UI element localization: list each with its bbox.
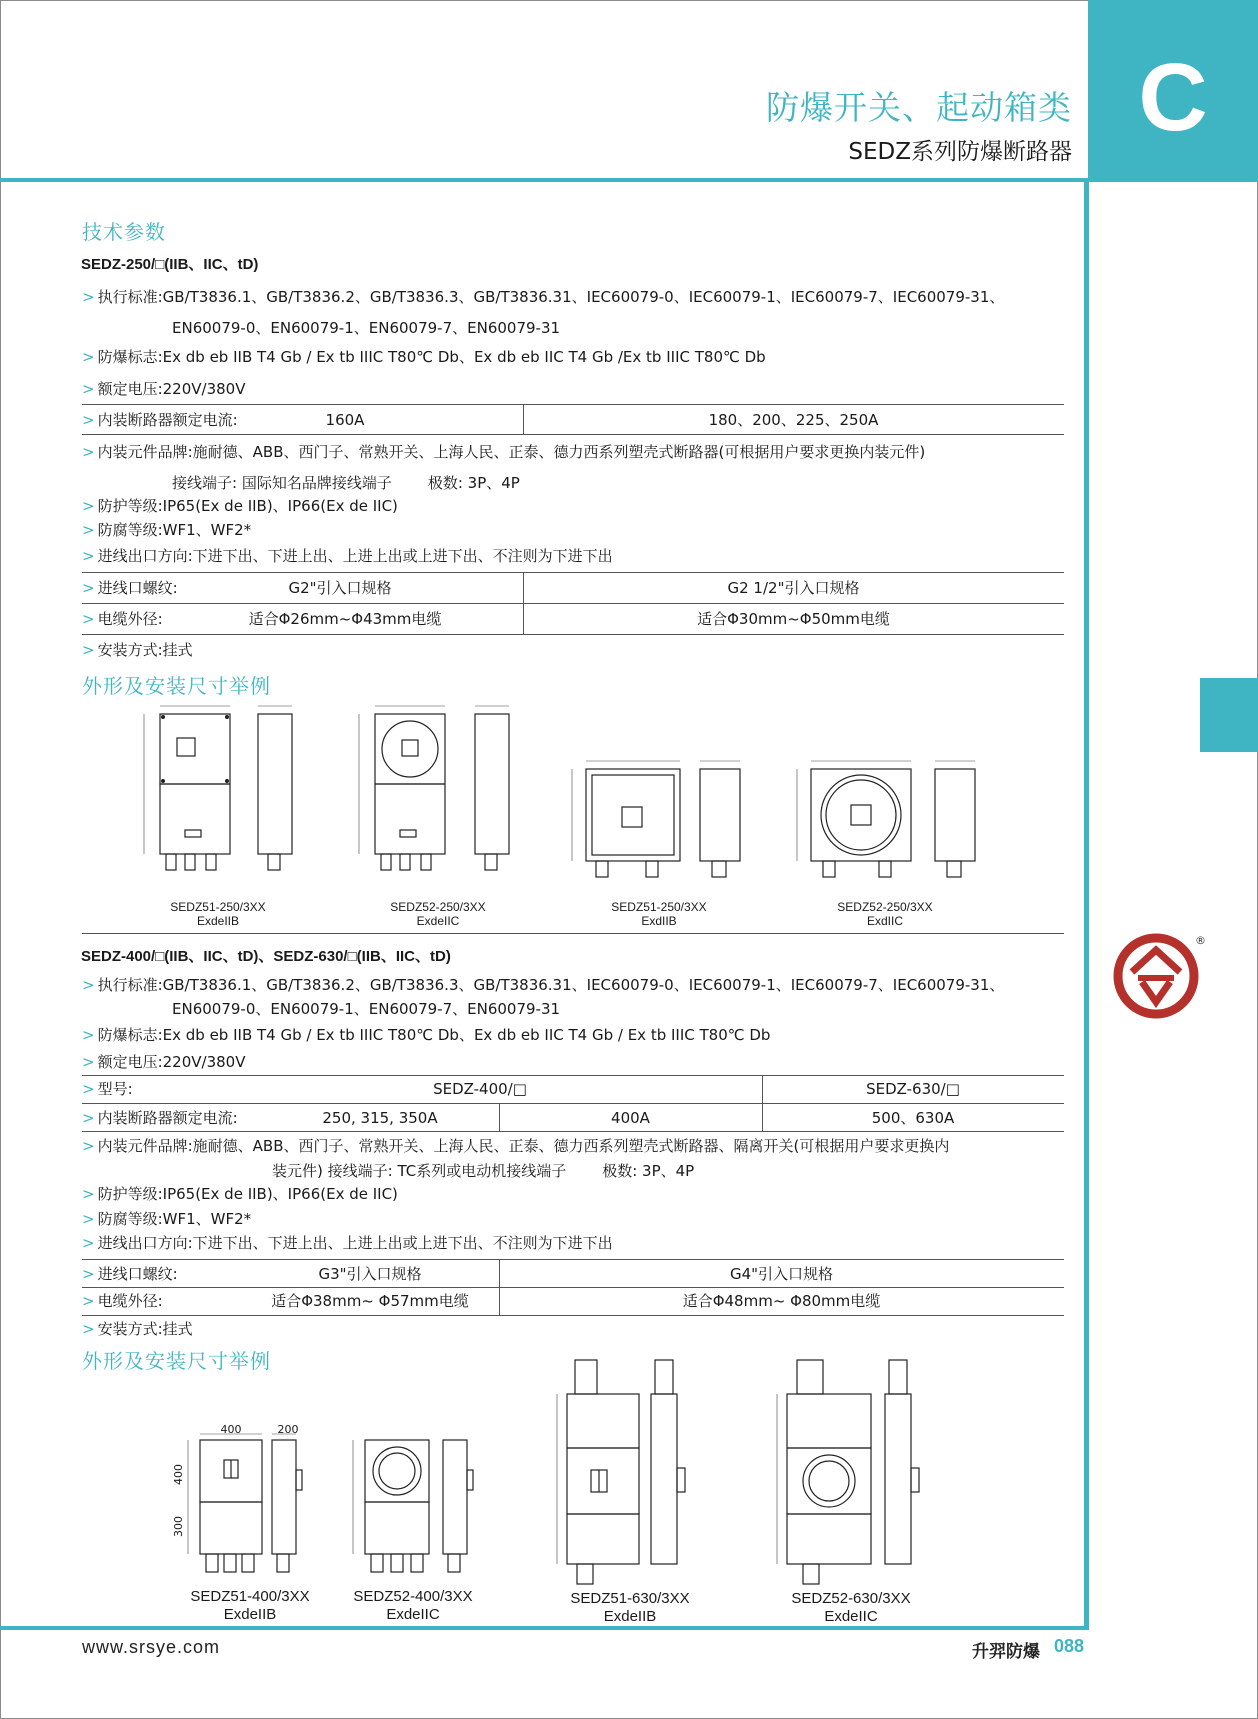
thread-a: G3"引入口规格 <box>318 1265 422 1283</box>
arrow-icon: > <box>82 610 95 628</box>
company-logo-icon <box>1112 932 1200 1020</box>
figure-caption: SEDZ52-250/3XX ExdIIC <box>837 900 933 928</box>
drawing-sedz52-400 <box>345 1430 485 1590</box>
anticorr-row: > 防腐等级:WF1、WF2* <box>82 521 252 539</box>
model-heading-400-630: SEDZ-400/□(IIB、IIC、tD)、SEDZ-630/□(IIB、IIC、tD) <box>81 948 451 965</box>
series-title: SEDZ系列防爆断路器 <box>848 139 1072 165</box>
arrow-icon: > <box>82 497 95 515</box>
ip-row: > 防护等级:IP65(Ex de IIB)、IP66(Ex de IIC) <box>82 1185 398 1203</box>
arrow-icon: > <box>82 1265 95 1283</box>
dims-title-1: 外形及安装尺寸举例 <box>82 674 271 698</box>
tech-params-title: 技术参数 <box>82 220 166 244</box>
drawing-sedz51-630 <box>555 1358 705 1590</box>
registered-mark: ® <box>1195 934 1206 947</box>
standard-row-cont: EN60079-0、EN60079-1、EN60079-7、EN60079-31 <box>172 319 561 337</box>
cable-b: 适合Φ48mm~ Φ80mm电缆 <box>682 1292 881 1310</box>
arrow-icon: > <box>82 547 95 565</box>
standard-row: > 执行标准:GB/T3836.1、GB/T3836.2、GB/T3836.3、GB/T3836.31、IEC60079-0、IEC60079-1、IEC60079-7、IEC60079-31、 <box>82 288 1005 306</box>
table-rule <box>82 1075 1064 1076</box>
category-title: 防爆开关、起动箱类 <box>766 88 1072 127</box>
arrow-icon: > <box>82 1234 95 1252</box>
arrow-icon: > <box>82 1185 95 1203</box>
thread-b: G4"引入口规格 <box>729 1265 834 1283</box>
arrow-icon: > <box>82 288 95 306</box>
drawing-sedz51-250-d <box>560 755 760 890</box>
figure-caption: SEDZ51-400/3XX ExdeIIB <box>190 1588 310 1623</box>
current-label: > 内装断路器额定电流: <box>82 1109 238 1127</box>
arrow-icon: > <box>82 443 95 461</box>
current-a: 160A <box>325 411 365 429</box>
type-a: SEDZ-400/□ <box>433 1080 527 1098</box>
anticorr-row: > 防腐等级:WF1、WF2* <box>82 1210 252 1228</box>
arrow-icon: > <box>82 1210 95 1228</box>
exmark-row: > 防爆标志:Ex db eb IIB T4 Gb / Ex tb IIIC T80℃ Db、Ex db eb IIC T4 Gb /Ex tb IIIC T80℃ Db <box>82 348 766 366</box>
direction-row: > 进线出口方向:下进下出、下进上出、上进上出或上进下出、不注则为下进下出 <box>82 1234 613 1252</box>
table-rule <box>82 634 1064 635</box>
dim-width: 400 <box>220 1423 242 1436</box>
standard-row-cont: EN60079-0、EN60079-1、EN60079-7、EN60079-31 <box>172 1000 561 1018</box>
brand-row: > 内装元件品牌:施耐德、ABB、西门子、常熟开关、上海人民、正泰、德力西系列塑壳式断路器(可根据用户要求更换内装元件) <box>82 443 926 461</box>
figure-caption: SEDZ51-630/3XX ExdeIIB <box>570 1590 690 1625</box>
dim-height-top: 400 <box>172 1464 185 1485</box>
arrow-icon: > <box>82 1109 95 1127</box>
thread-label: > 进线口螺纹: <box>82 1265 178 1283</box>
table-rule <box>82 434 1064 435</box>
terminal-row: 接线端子: 国际知名品牌接线端子 极数: 3P、4P <box>172 474 520 492</box>
type-label: > 型号: <box>82 1080 133 1098</box>
cable-label: > 电缆外径: <box>82 1292 163 1310</box>
drawing-sedz51-250-b <box>130 700 310 890</box>
figure-caption: SEDZ51-250/3XX ExdIIB <box>611 900 707 928</box>
brand-row: > 内装元件品牌:施耐德、ABB、西门子、常熟开关、上海人民、正泰、德力西系列塑壳式断路器、隔离开关(可根据用户要求更换内 <box>82 1137 950 1155</box>
cable-label: > 电缆外径: <box>82 610 163 628</box>
footer-brand: 升羿防爆 <box>972 1642 1040 1662</box>
cable-b: 适合Φ30mm~Φ50mm电缆 <box>697 610 890 628</box>
arrow-icon: > <box>82 976 95 994</box>
model-heading-250: SEDZ-250/□(IIB、IIC、tD) <box>81 256 259 273</box>
arrow-icon: > <box>82 1026 95 1044</box>
arrow-icon: > <box>82 521 95 539</box>
figure-caption: SEDZ51-250/3XX ExdeIIB <box>170 900 266 928</box>
arrow-icon: > <box>82 1137 95 1155</box>
direction-row: > 进线出口方向:下进下出、下进上出、上进上出或上进下出、不注则为下进下出 <box>82 547 613 565</box>
brand-row-cont: 装元件) 接线端子: TC系列或电动机接线端子 极数: 3P、4P <box>272 1162 695 1180</box>
type-b: SEDZ-630/□ <box>866 1080 960 1098</box>
current-b: 180、200、225、250A <box>708 411 879 429</box>
drawing-sedz52-250-c <box>345 700 525 890</box>
section-divider <box>82 933 1064 934</box>
table-rule <box>82 572 1064 573</box>
current-c: 500、630A <box>871 1109 955 1127</box>
arrow-icon: > <box>82 641 95 659</box>
voltage-row: > 额定电压:220V/380V <box>82 380 246 398</box>
standard-row: > 执行标准:GB/T3836.1、GB/T3836.2、GB/T3836.3、GB/T3836.31、IEC60079-0、IEC60079-1、IEC60079-7、IEC60079-31、 <box>82 976 1005 994</box>
dims-title-2: 外形及安装尺寸举例 <box>82 1349 271 1373</box>
cable-a: 适合Φ38mm~ Φ57mm电缆 <box>271 1292 469 1310</box>
drawing-sedz52-250-d2 <box>785 755 995 890</box>
drawing-sedz52-630 <box>775 1358 935 1590</box>
arrow-icon: > <box>82 1053 95 1071</box>
arrow-icon: > <box>82 1080 95 1098</box>
arrow-icon: > <box>82 1292 95 1310</box>
dim-depth: 200 <box>277 1423 299 1436</box>
arrow-icon: > <box>82 579 95 597</box>
table-rule <box>82 1259 1064 1260</box>
thread-b: G2 1/2"引入口规格 <box>727 579 860 597</box>
ip-row: > 防护等级:IP65(Ex de IIB)、IP66(Ex de IIC) <box>82 497 398 515</box>
table-rule <box>82 404 1064 405</box>
cable-a: 适合Φ26mm~Φ43mm电缆 <box>248 610 442 628</box>
arrow-icon: > <box>82 348 95 366</box>
dim-height-bottom: 300 <box>172 1516 185 1537</box>
voltage-row: > 额定电压:220V/380V <box>82 1053 246 1071</box>
current-b: 400A <box>611 1109 650 1127</box>
side-tab <box>1200 678 1258 752</box>
arrow-icon: > <box>82 380 95 398</box>
table-rule <box>82 603 1064 604</box>
thread-a: G2"引入口规格 <box>288 579 392 597</box>
install-row: > 安装方式:挂式 <box>82 641 193 659</box>
figure-caption: SEDZ52-630/3XX ExdeIIC <box>791 1590 911 1625</box>
current-a: 250, 315, 350A <box>322 1109 438 1127</box>
drawing-sedz51-400 <box>180 1430 320 1590</box>
current-label: > 内装断路器额定电流: <box>82 411 238 429</box>
figure-caption: SEDZ52-400/3XX ExdeIIC <box>353 1588 473 1623</box>
right-rule <box>1084 178 1089 1630</box>
arrow-icon: > <box>82 411 95 429</box>
thread-label: > 进线口螺纹: <box>82 579 178 597</box>
bottom-rule <box>0 1626 1089 1630</box>
table-rule <box>82 1131 1064 1132</box>
chapter-letter: C <box>1138 44 1208 151</box>
footer-website[interactable]: www.srsye.com <box>82 1637 221 1657</box>
top-rule <box>0 178 1090 182</box>
arrow-icon: > <box>82 1320 95 1338</box>
table-rule <box>82 1315 1064 1316</box>
page-number: 088 <box>1054 1636 1085 1656</box>
exmark-row: > 防爆标志:Ex db eb IIB T4 Gb / Ex tb IIIC T80℃ Db、Ex db eb IIC T4 Gb / Ex tb IIIC T80℃ Db <box>82 1026 771 1044</box>
figure-caption: SEDZ52-250/3XX ExdeIIC <box>390 900 486 928</box>
table-rule <box>82 1287 1064 1288</box>
install-row: > 安装方式:挂式 <box>82 1320 193 1338</box>
table-rule <box>82 1103 1064 1104</box>
